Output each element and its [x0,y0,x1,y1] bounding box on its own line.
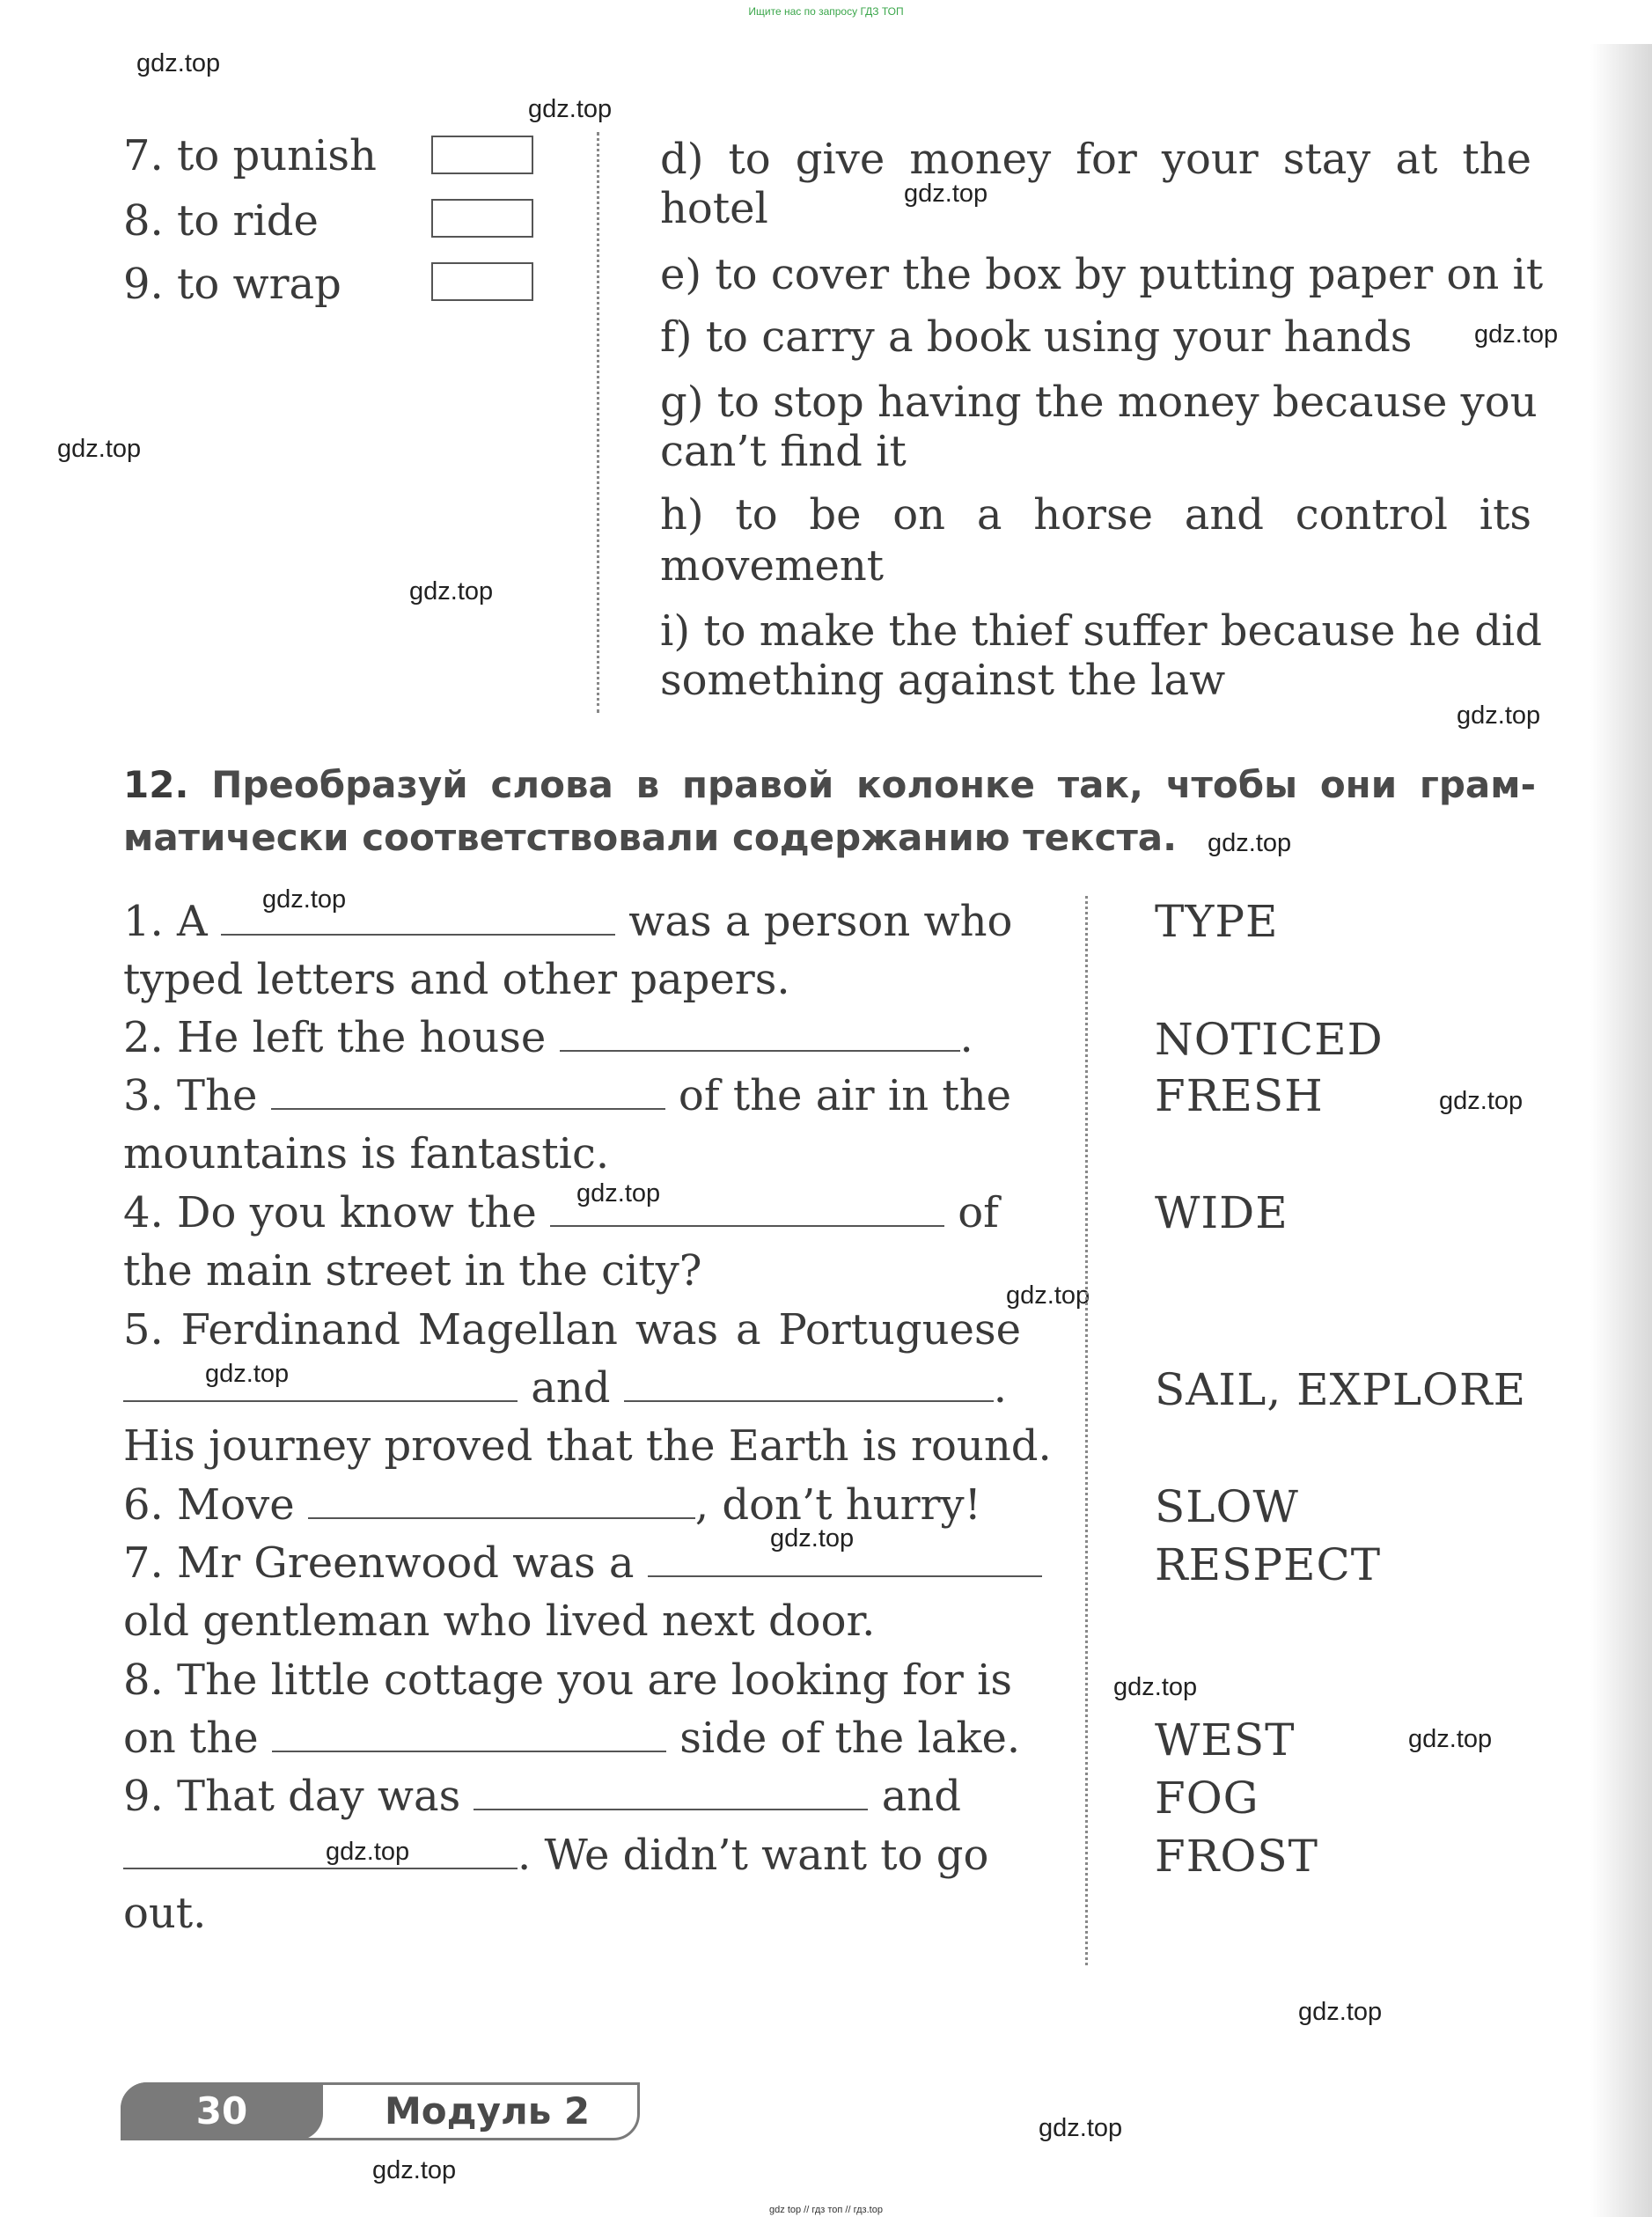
definition-g-cont: can’t find it [660,427,907,476]
watermark: gdz.top [205,1360,290,1388]
page-number: 30 [121,2082,323,2140]
blank-9b[interactable] [123,1834,518,1869]
watermark: gdz.top [904,180,988,208]
sentence-8-cont: on the side of the lake. [123,1714,1021,1763]
exercise-number: 12. [123,763,189,806]
definition-e: e) to cover the box by putting paper on it [660,250,1544,299]
watermark: gdz.top [57,435,142,463]
match-item-8: 8. to ride [123,196,319,246]
sentence-8: 8. The little cottage you are looking for is [123,1655,1013,1705]
match-item-9: 9. to wrap [123,260,341,309]
page-edge-shadow [1590,44,1652,2217]
watermark: gdz.top [326,1838,410,1866]
watermark: gdz.top [1208,829,1292,857]
watermark: gdz.top [1439,1087,1524,1115]
module-label: Модуль 2 [385,2089,591,2133]
sentence-3: 3. The of the air in the [123,1071,1012,1120]
word-type: TYPE [1155,896,1279,947]
definition-g: g) to stop having the money because you [660,378,1538,427]
answer-box-9[interactable] [431,262,533,301]
sentence-9: 9. That day was and [123,1772,961,1821]
blank-3[interactable] [271,1075,665,1110]
watermark: gdz.top [1474,320,1559,349]
definition-h-cont: movement [660,541,885,591]
page-footer [121,2082,640,2144]
word-wide: WIDE [1155,1187,1289,1238]
blank-4[interactable] [550,1192,944,1227]
definition-d: d) to give money for your stay at the [660,135,1531,184]
definition-d-cont: hotel [660,184,768,233]
watermark: gdz.top [136,49,221,77]
answer-box-8[interactable] [431,199,533,238]
blank-5a[interactable] [123,1367,518,1402]
definition-h: h) to be on a horse and control its [660,490,1531,540]
sentence-5-end: His journey proved that the Earth is round. [123,1421,1052,1471]
watermark: gdz.top [409,577,494,606]
sentence-6: 6. Move , don’t hurry! [123,1480,981,1530]
answer-box-7[interactable] [431,136,533,174]
sentence-2: 2. He left the house . [123,1013,973,1062]
blank-1[interactable] [221,900,615,936]
watermark: gdz.top [770,1524,855,1553]
watermark: gdz.top [262,885,347,914]
column-divider [1085,896,1088,1965]
watermark: gdz.top [1039,2114,1123,2142]
exercise-12-instruction [123,759,1536,864]
sentence-7: 7. Mr Greenwood was a [123,1536,1042,1590]
blank-7[interactable] [648,1542,1042,1577]
sentence-9-end: out. [123,1889,207,1938]
watermark: gdz.top [1113,1673,1198,1701]
instruction-line-1: Преобразуй слова в правой колонке так, чтобы они грам- [211,763,1537,806]
watermark: gdz.top [1298,1998,1383,2026]
word-west: WEST [1155,1714,1296,1766]
top-banner: Ищите нас по запросу ГДЗ ТОП [748,5,904,18]
watermark: gdz.top [1457,701,1541,730]
watermark: gdz.top [372,2156,457,2184]
blank-2[interactable] [560,1017,960,1052]
match-item-7: 7. to punish [123,131,377,180]
word-fresh: FRESH [1155,1070,1324,1121]
word-noticed: NOTICED [1155,1014,1384,1065]
sentence-5-cont: and . [123,1361,1007,1415]
definition-i: i) to make the thief suffer because he did [660,606,1542,656]
column-divider [597,132,599,713]
sentence-5: 5. Ferdinand Magellan was a Portuguese [123,1305,1021,1354]
watermark: gdz.top [1006,1281,1090,1310]
definition-i-cont: something against the law [660,656,1226,705]
word-respect: RESPECT [1155,1539,1382,1590]
word-sail-explore: SAIL, EXPLORE [1155,1364,1527,1415]
watermark: gdz.top [1408,1725,1493,1753]
blank-9a[interactable] [474,1775,868,1810]
word-frost: FROST [1155,1831,1318,1882]
instruction-line-2: матически соответствовали содержанию текста. [123,816,1178,859]
word-slow: SLOW [1155,1481,1299,1532]
blank-8[interactable] [272,1717,666,1752]
blank-6[interactable] [308,1484,695,1519]
sentence-1: 1. A was a person who [123,897,1013,946]
blank-5b[interactable] [624,1367,994,1402]
watermark: gdz.top [528,95,613,123]
word-fog: FOG [1155,1773,1259,1824]
sentence-1-cont: typed letters and other papers. [123,955,790,1004]
sentence-3-cont: mountains is fantastic. [123,1129,610,1178]
watermark: gdz.top [576,1179,661,1208]
sentence-9-cont: . We didn’t want to go [123,1828,988,1883]
definition-f: f) to carry a book using your hands [660,312,1413,362]
sentence-7-cont: old gentleman who lived next door. [123,1597,876,1646]
bottom-banner: gdz top // гдз топ // гдз.top [769,2205,883,2215]
sentence-4: 4. Do you know the of [123,1188,999,1237]
sentence-4-cont: the main street in the city? [123,1246,702,1296]
